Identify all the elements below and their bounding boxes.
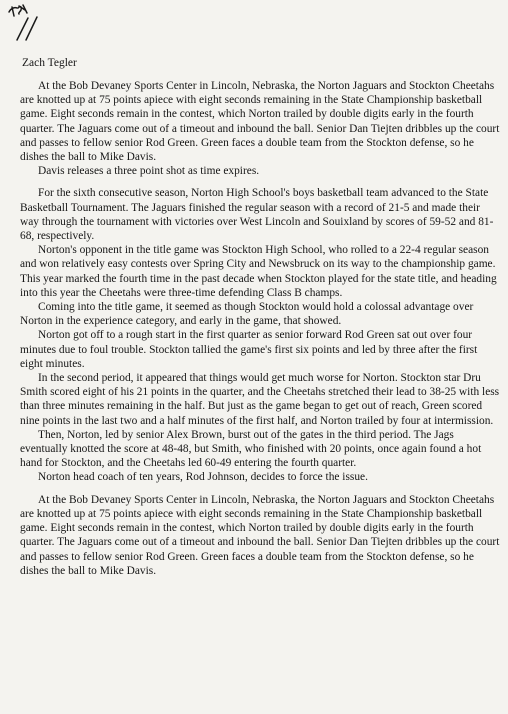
closing-paragraph: At the Bob Devaney Sports Center in Lincoln, Nebraska, the Norton Jaguars and Stockton Cheetahs are knotted up at 75 points apiece with eight seconds remaining in the State Championship basketball game. Eight seconds remain in the contest, which Norton trailed by double digits early in the fourth quarter. The Jaguars come out of a timeout and inbound the ball. Senior Dan Tiejten dribbles up the court and passes to fellow senior Rod Green. Green faces a double team from the Stockton defense, so he dishes the ball to Mike Davis. xyxy=(20,493,500,577)
body-paragraph: For the sixth consecutive season, Norton High School's boys basketball team advanced to the State Basketball Tournament. The Jaguars finished the regular season with a record of 21-5 and made their way through the tournament with victories over West Lincoln and Souixland by scores of 59-52 and 81-68, respectively. xyxy=(20,187,494,243)
body-paragraph: Norton got off to a rough start in the first quarter as senior forward Rod Green sat out over four minutes due to foul trouble. Stockton tallied the game's first six points and led by three after the first eight minutes. xyxy=(20,329,478,370)
lead-paragraph: Davis releases a three point shot as time expires. xyxy=(38,165,260,178)
author-name: Zach Tegler xyxy=(22,57,77,69)
body-paragraph: Norton's opponent in the title game was Stockton High School, who rolled to a 22-4 regular season and won relatively easy contests over Spring City and Newsbruck on its way to the championship game. This year marked the fourth time in the past decade when Stockton played for the state title, and heading into this year the Cheetahs were three-time defending Class B champs. xyxy=(20,244,497,299)
body-paragraph: Coming into the title game, it seemed as though Stockton would hold a colossal advantage over Norton in the experience category, and early in the game, that showed. xyxy=(20,301,474,328)
article-body xyxy=(20,79,500,578)
lead-paragraph: At the Bob Devaney Sports Center in Lincoln, Nebraska, the Norton Jaguars and Stockton Cheetahs are knotted up at 75 points apiece with eight seconds remaining in the State Championship basketball game. Eight seconds remain in the contest, which Norton trailed by double digits early in the fourth quarter. The Jaguars come out of a timeout and inbound the ball. Senior Dan Tiejten dribbles up the court and passes to fellow senior Rod Green. Green faces a double team from the Stockton defense, so he dishes the ball to Mike Davis. xyxy=(20,80,500,164)
handwritten-mark xyxy=(6,2,50,42)
body-paragraph: Then, Norton, led by senior Alex Brown, burst out of the gates in the third period. The Jags eventually knotted the score at 48-48, but Smith, who finished with 20 points, once again found a hot hand for Stockton, and the Cheetahs led 60-49 entering the fourth quarter. xyxy=(20,428,482,470)
body-paragraph: In the second period, it appeared that things would get much worse for Norton. Stockton star Dru Smith scored eight of his 21 points in the quarter, and the Cheetahs stretched their lead to 38-25 with less than three minutes remaining in the half. But just as the game began to get out of reach, Green scored nine points in the last two and a half minutes of the first half, and Norton trailed by four at intermission. xyxy=(20,372,500,427)
body-paragraph: Norton head coach of ten years, Rod Johnson, decides to force the issue. xyxy=(38,471,368,484)
